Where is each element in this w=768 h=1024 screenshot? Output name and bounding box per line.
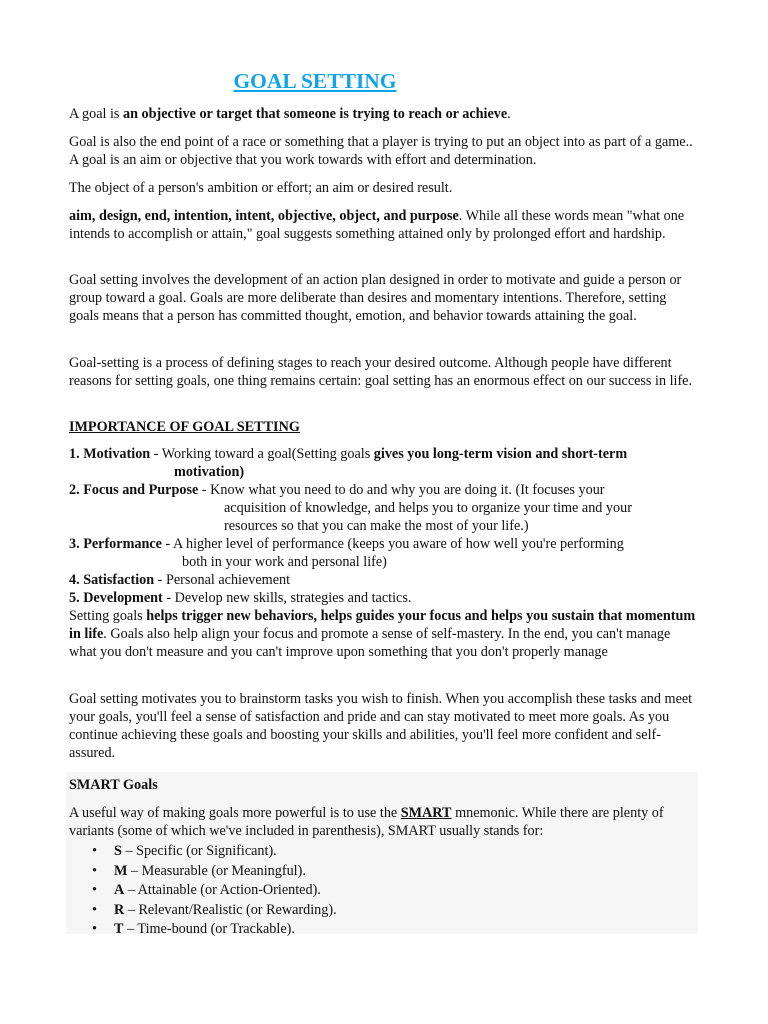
list-item-motivation [69, 445, 699, 481]
paragraph-definition [69, 105, 699, 123]
page-title: GOAL SETTING [233, 69, 397, 93]
bullet-icon: • [92, 843, 97, 859]
bold-text: aim, design, end, intention, intent, objective, object, and purpose [69, 208, 459, 224]
smart-list [69, 842, 697, 942]
list-item-focus [69, 481, 699, 535]
smart-letter: S [114, 843, 122, 859]
smart-text: – Measurable (or Meaningful). [127, 863, 306, 879]
item-text: - Personal achievement [154, 572, 291, 588]
smart-letter: R [114, 902, 125, 918]
smart-letter: A [114, 882, 125, 898]
smart-letter: T [114, 921, 124, 937]
smart-item-m [92, 862, 306, 880]
bullet-icon: • [92, 921, 97, 937]
item-number: 2. Focus and Purpose [69, 482, 199, 498]
smart-text: – Attainable (or Action-Oriented). [124, 882, 321, 898]
item-text: - Working toward a goal(Setting goals [150, 446, 374, 462]
bold-text: SMART Goals [69, 777, 158, 793]
bold-text: gives you long-term vision and short-term [373, 446, 628, 462]
bold-text: helps trigger new behaviors, helps guides your focus and helps you sustain that momentum in life [69, 608, 696, 642]
bold-text: an objective or target that someone is trying to reach or achieve [123, 106, 508, 122]
item-number: 1. Motivation [69, 446, 151, 462]
smart-intro [69, 804, 697, 840]
smart-section [66, 772, 698, 937]
smart-item-s [92, 842, 277, 860]
smart-item-a [92, 881, 321, 899]
paragraph-synonyms [69, 207, 699, 243]
text: A goal is [69, 106, 123, 122]
smart-text: – Relevant/Realistic (or Rewarding). [124, 902, 337, 918]
smart-text: – Time-bound (or Trackable). [123, 921, 295, 937]
item-continuation: acquisition of knowledge, and helps you to organize your time and your [224, 500, 632, 516]
item-number: 5. Development [69, 590, 163, 606]
item-continuation: both in your work and personal life) [182, 554, 387, 570]
bullet-icon: • [92, 863, 97, 879]
item-number: 3. Performance [69, 536, 162, 552]
item-continuation: motivation) [174, 464, 245, 480]
paragraph-process: Goal-setting is a process of defining stages to reach your desired outcome. Although people have different reasons for setting goals, one thing remains certain: goal setting has an enormous effect on our success in life. [69, 355, 693, 389]
text: . [507, 106, 511, 122]
item-text: - Develop new skills, strategies and tactics. [162, 590, 412, 606]
importance-heading: IMPORTANCE OF GOAL SETTING [69, 419, 300, 435]
item-number: 4. Satisfaction [69, 572, 155, 588]
smart-letter: M [114, 863, 128, 879]
paragraph-end-point: Goal is also the end point of a race or something that a player is trying to put an object into as part of a game.. A goal is an aim or objective that you work towards with effort and determination. [69, 134, 693, 168]
item-continuation: resources so that you can make the most of your life.) [224, 518, 529, 534]
smart-text: – Specific (or Significant). [121, 843, 277, 859]
smart-item-t [92, 920, 295, 938]
smart-keyword: SMART [400, 805, 452, 821]
text: mnemonic. While there are plenty of variants (some of which we've included in parenthesis), SMART usually stands for: [69, 805, 664, 839]
paragraph-goal-setting: Goal setting involves the development of an action plan designed in order to motivate and guide a person or group toward a goal. Goals are more deliberate than desires and momentary intentions. Therefore, setting goals means that a person has committed thought, emotion, and behavior towards attaining the goal. [69, 272, 682, 324]
bullet-icon: • [92, 902, 97, 918]
paragraph-setting-goals [69, 607, 699, 661]
paragraph-object: The object of a person's ambition or effort; an aim or desired result. [69, 180, 453, 196]
bullet-icon: • [92, 882, 97, 898]
text: . Goals also help align your focus and promote a sense of self-mastery. In the end, you can't manage what you don't measure and you can't improve upon something that you don't properly manage [69, 626, 671, 660]
item-text: - Know what you need to do and why you are doing it. (It focuses your [198, 482, 605, 498]
list-item-satisfaction [69, 571, 699, 589]
text: . While all these words mean "what one intends to accomplish or attain," goal suggests something attained only by prolonged effort and hardship. [69, 208, 685, 242]
smart-item-r [92, 901, 337, 919]
text: A useful way of making goals more powerful is to use the [69, 805, 401, 821]
smart-heading [69, 776, 697, 794]
list-item-performance [69, 535, 699, 571]
list-item-development [69, 589, 699, 607]
paragraph-motivates: Goal setting motivates you to brainstorm tasks you wish to finish. When you accomplish these tasks and meet your goals, you'll feel a sense of satisfaction and pride and can stay motivated to meet more goals. As you continue achieving these goals and boosting your skills and abilities, you'll feel more confident and self-assured. [69, 691, 693, 761]
item-text: - A higher level of performance (keeps you aware of how well you're performing [161, 536, 624, 552]
text: Setting goals [69, 608, 147, 624]
